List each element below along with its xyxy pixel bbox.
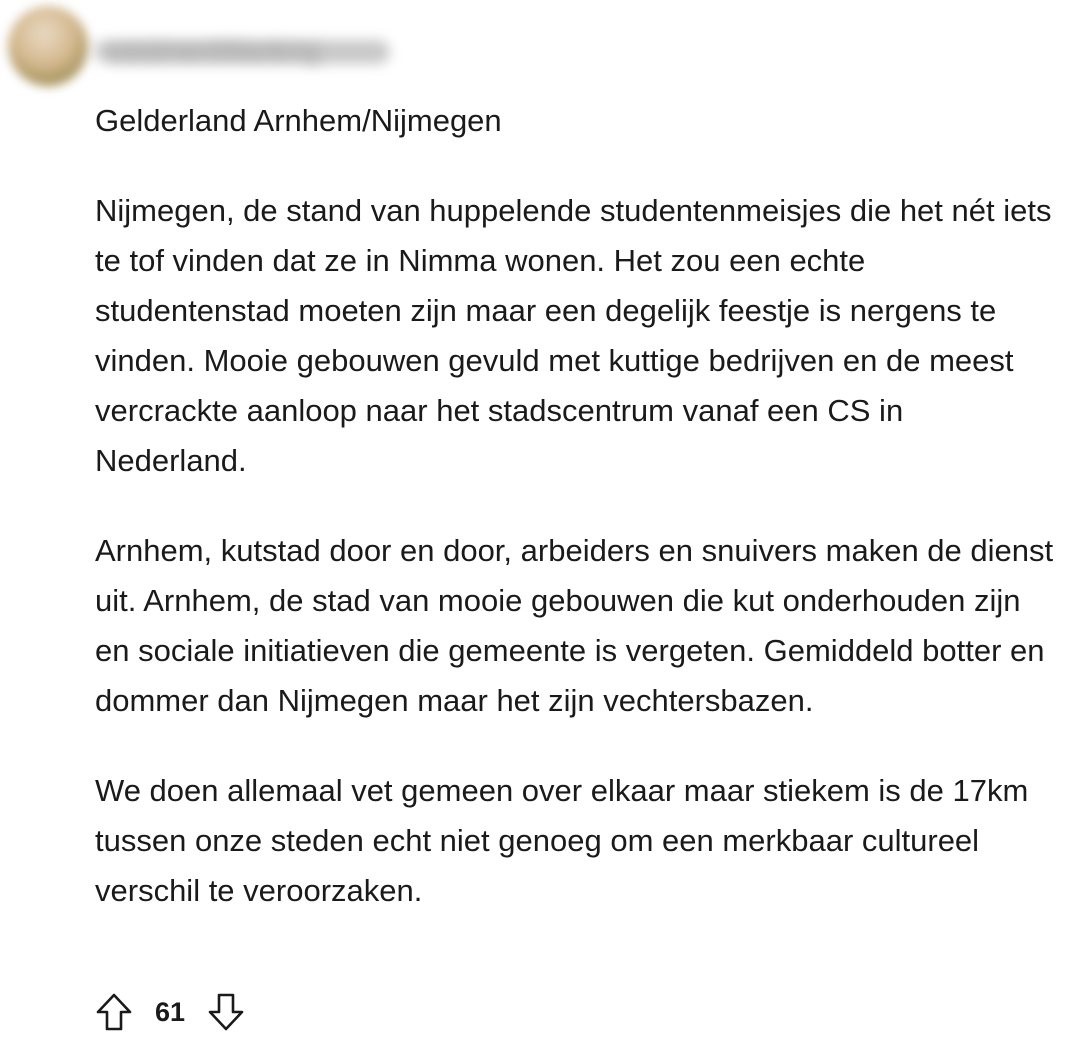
vote-bar	[95, 990, 245, 1034]
downvote-arrow-icon[interactable]	[207, 992, 245, 1032]
comment-header	[8, 6, 428, 86]
username[interactable]: InvestmentWanking	[92, 35, 320, 65]
comment-paragraph: Nijmegen, de stand van huppelende studentenmeisjes die het nét iets te tof vinden dat ze in Nimma wonen. Het zou een echte studentenstad moeten zijn maar een degelijk feestje is nergens te vinden. Mooie gebouwen gevuld met kuttige bedrijven en de meest vercrackte aanloop naar het stadscentrum vanaf een CS in Nederland.	[95, 193, 1052, 478]
comment-body	[95, 96, 1063, 956]
comment-title-line: Gelderland Arnhem/Nijmegen	[95, 103, 502, 138]
comment-paragraph: Arnhem, kutstad door en door, arbeiders en snuivers maken de dienst uit. Arnhem, de stad van mooie gebouwen die kut onderhouden zijn en sociale initiatieven die gemeente is vergeten. Gemiddeld botter en dommer dan Nijmegen maar het zijn vechtersbazen.	[95, 533, 1054, 718]
comment-paragraph: We doen allemaal vet gemeen over elkaar maar stiekem is de 17km tussen onze steden echt niet genoeg om een merkbaar cultureel verschil te veroorzaken.	[95, 773, 1029, 908]
upvote-arrow-icon[interactable]	[95, 992, 133, 1032]
avatar[interactable]	[8, 6, 88, 86]
vote-score: 61	[155, 996, 186, 1027]
